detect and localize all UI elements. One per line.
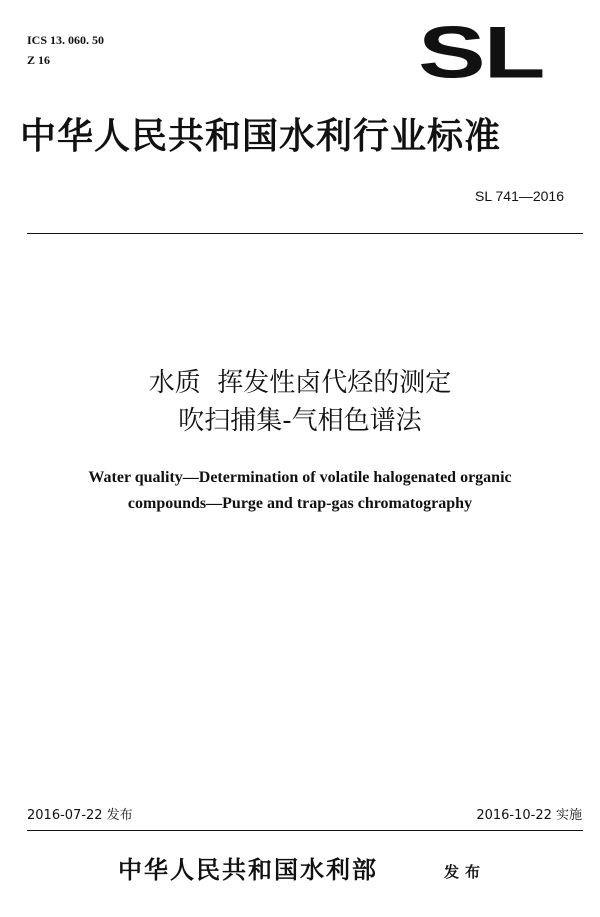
standard-number: SL 741—2016 <box>475 188 564 204</box>
top-divider <box>27 233 583 234</box>
english-title-line-2: compounds—Purge and trap-gas chromatography <box>127 495 473 512</box>
publisher-suffix: 发布 <box>444 863 487 881</box>
publisher-name: 中华人民共和国水利部 <box>118 855 378 884</box>
organization-title: 中华人民共和国水利行业标准 <box>20 115 502 157</box>
chinese-title-line-2: 吹扫捕集-气相色谱法 <box>178 406 422 436</box>
english-title-line-1: Water quality—Determination of volatile halogenated organic <box>88 469 512 486</box>
issue-date: 2016-07-22 发布 <box>27 808 133 823</box>
bottom-divider <box>27 830 583 831</box>
ics-code: ICS 13. 060. 50 <box>27 33 105 47</box>
classification-code: Z 16 <box>27 53 51 67</box>
sl-logo: SL <box>418 11 544 94</box>
implementation-date: 2016-10-22 实施 <box>476 808 582 823</box>
chinese-title-line-1: 水质 挥发性卤代烃的测定 <box>148 368 452 398</box>
